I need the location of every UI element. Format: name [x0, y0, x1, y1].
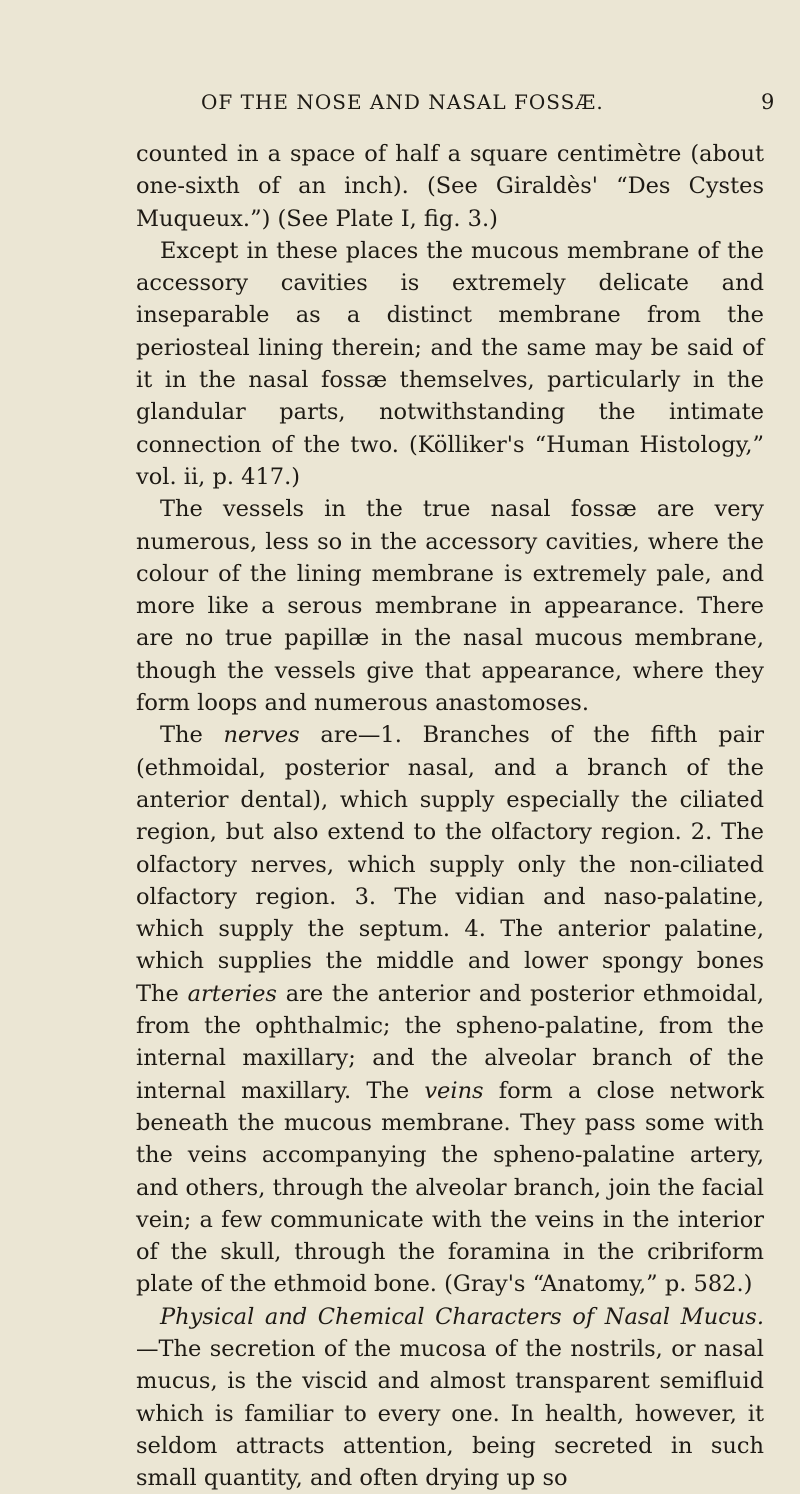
paragraph — [136, 235, 764, 493]
paragraph — [136, 138, 764, 235]
paragraph-text: Except in these places the mucous membrane of the accessory cavities is extremely delicate and inseparable as a distinct membrane from the periosteal lining therein; and the same may be said of it in the nasal fossæ themselves, particularly in the glandular parts, notwithstanding the intimate connection of the two. (Kölliker's “Human Histology,” vol. ii, p. 417.) — [136, 237, 764, 490]
paragraph — [136, 493, 764, 719]
paragraph-text: are—1. Branches of the fifth pair (ethmoidal, posterior nasal, and a branch of the anterior dental), which supply especially the ciliated region, but also extend to the olfactory region. 2. The olfactory nerves, which supply only the non-ciliated olfactory region. 3. The vidian and naso-palatine, which supply the septum. 4. The anterior palatine, which supplies the middle and lower spongy bones The — [136, 722, 765, 1007]
italic-term-veins: veins — [424, 1077, 484, 1104]
paragraph-text: are the anterior and posterior ethmoidal, from the ophthalmic; the spheno-palatine, from the internal maxillary; and the alveolar branch of the internal maxillary. The — [136, 980, 764, 1104]
italic-term-arteries: arteries — [187, 980, 277, 1007]
paragraph — [136, 719, 764, 1300]
page-number: 9 — [761, 90, 775, 114]
paragraph-text: —The secretion of the mucosa of the nostrils, or nasal mucus, is the viscid and almost transparent semifluid which is familiar to every one. In health, however, it seldom attracts attention, being secreted in such small quantity, and often drying up so — [136, 1335, 764, 1492]
section-heading-italic: Physical and Chemical Characters of Nasal Mucus. — [160, 1303, 764, 1330]
paragraph-text: counted in a space of half a square centimètre (about one-sixth of an inch). (See Giraldès' “Des Cystes Muqueux.”) (See Plate I, fig. 3.) — [136, 141, 764, 232]
italic-term-nerves: nerves — [223, 722, 300, 749]
paragraph-lead: The — [160, 722, 224, 749]
body-text — [136, 138, 764, 1494]
paragraph-text: form a close network beneath the mucous membrane. They pass some with the veins accompanying the spheno-palatine artery, and others, through the alveolar branch, join the facial vein; a few communicate with the veins in the interior of the skull, through the foramina in the cribriform plate of the ethmoid bone. (Gray's “Anatomy,” p. 582.) — [136, 1077, 764, 1298]
running-head: OF THE NOSE AND NASAL FOSSÆ. — [201, 90, 604, 114]
paragraph — [136, 1301, 764, 1494]
paragraph-text: The vessels in the true nasal fossæ are very numerous, less so in the accessory cavities, where the colour of the lining membrane is extremely pale, and more like a serous membrane in appearance. There are no true papillæ in the nasal mucous membrane, though the vessels give that appearance, where they form loops and numerous anastomoses. — [136, 496, 764, 717]
